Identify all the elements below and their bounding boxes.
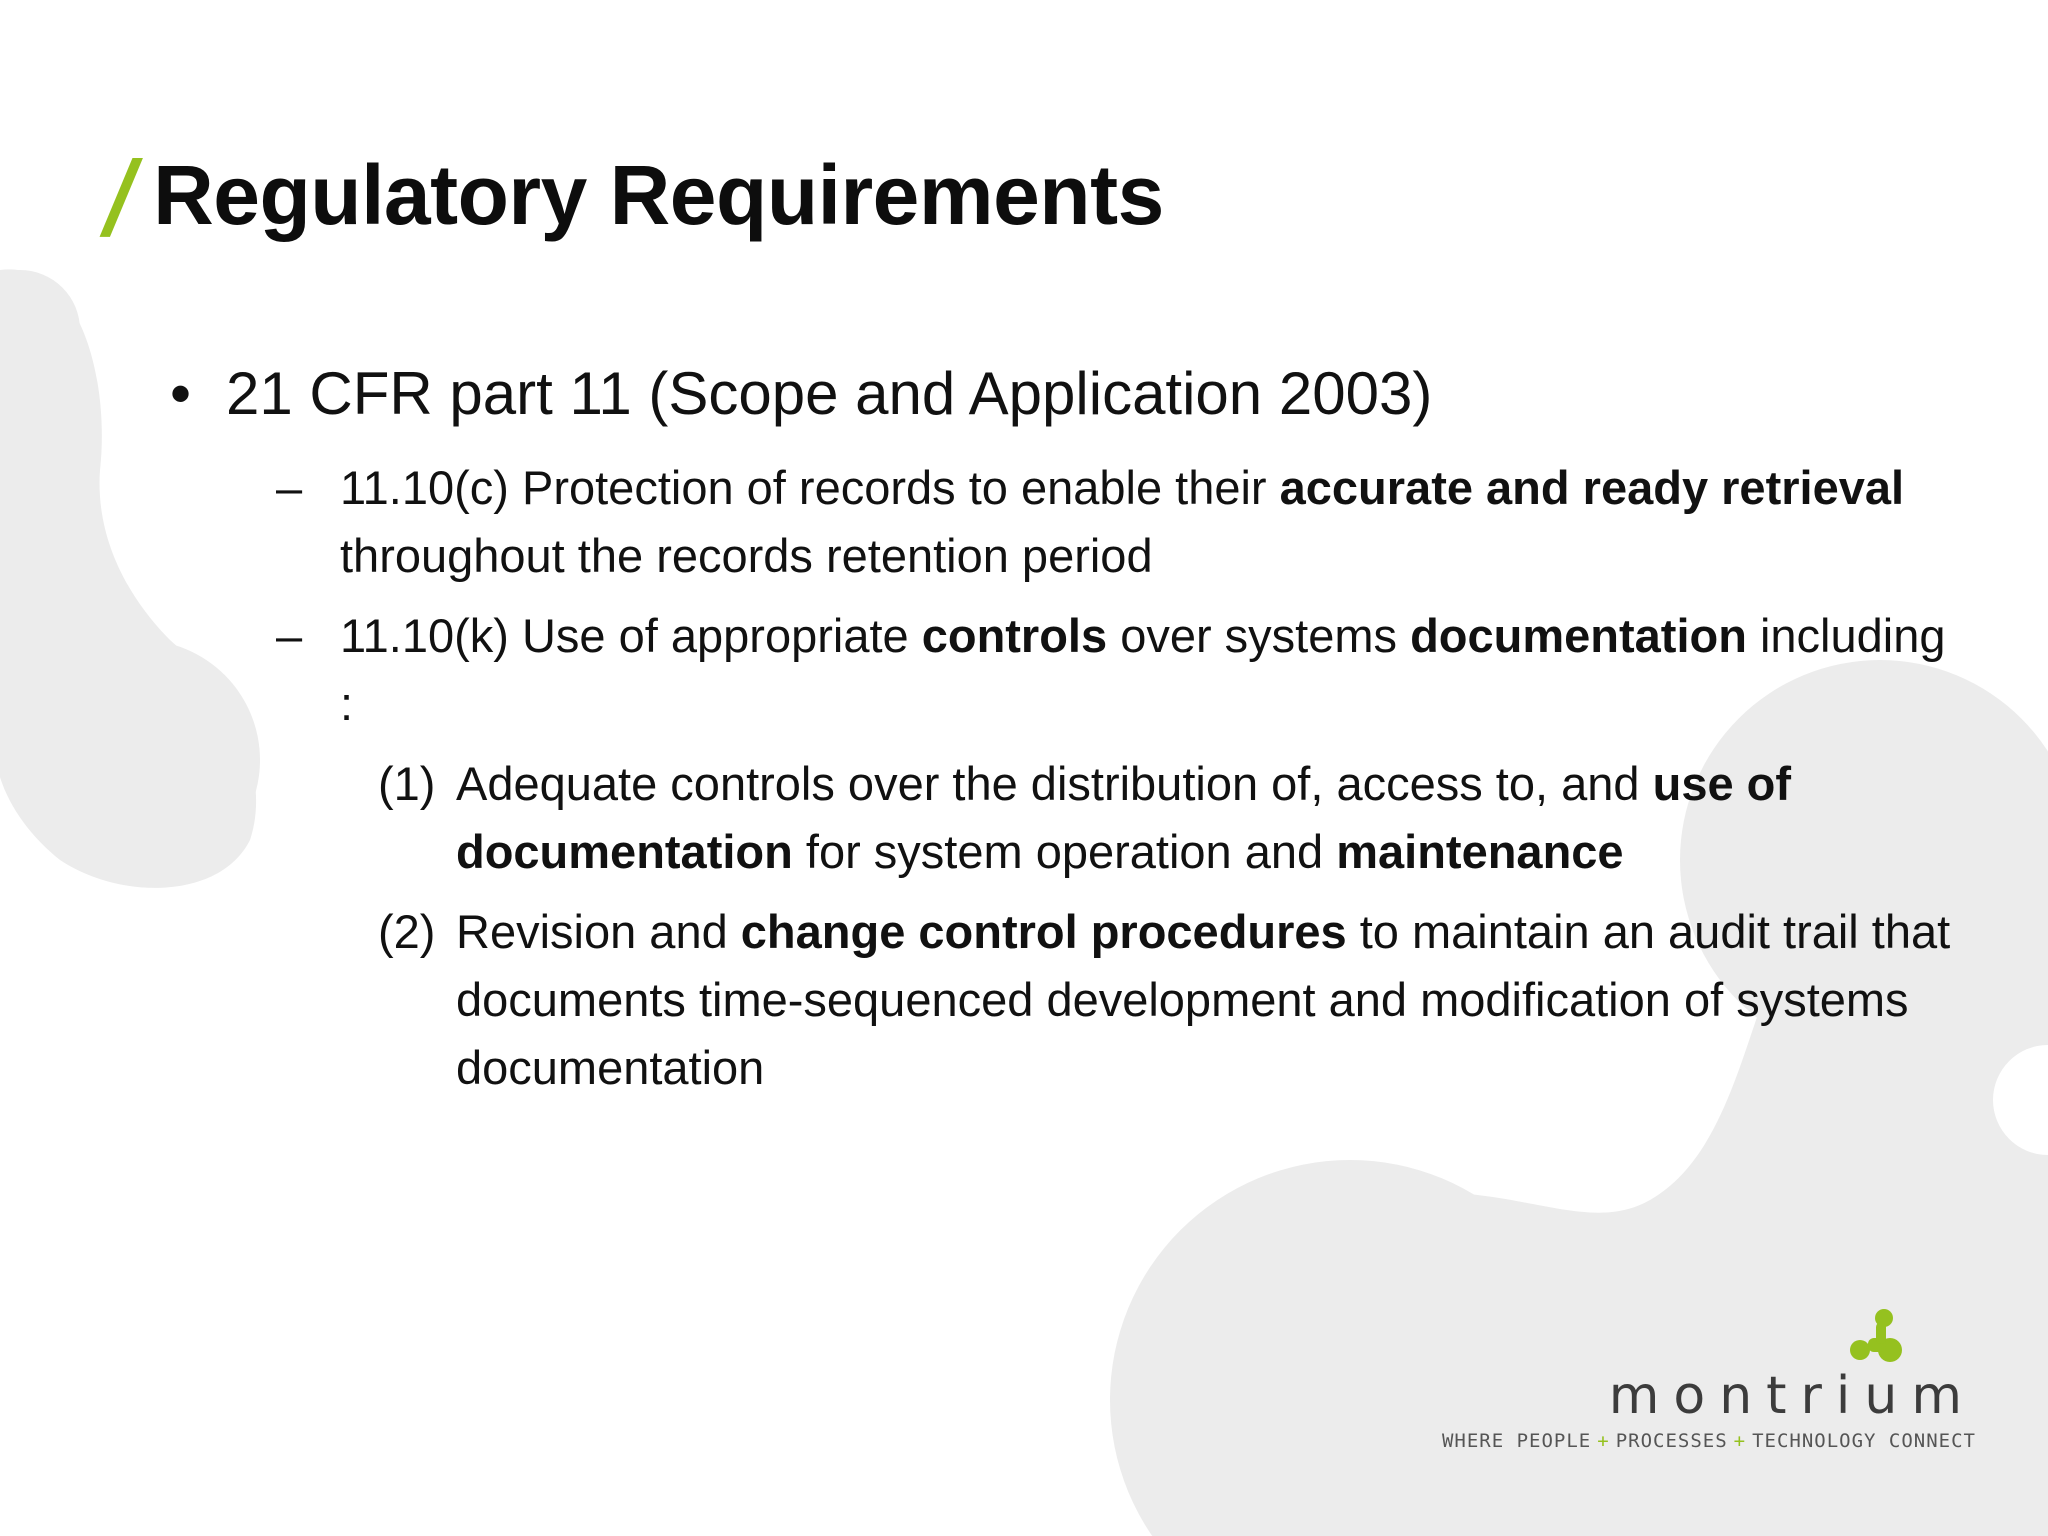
text-segment: including : bbox=[340, 609, 1946, 730]
sub-item-11-10-k bbox=[170, 602, 1960, 738]
bold-segment: use of documentation bbox=[456, 757, 1792, 878]
sub-item-11-10-c bbox=[170, 454, 1960, 590]
text-segment: to maintain an audit trail that documents time-sequenced development and modification of systems documentation bbox=[456, 905, 1951, 1094]
title-accent-slash: / bbox=[98, 139, 145, 251]
bold-segment: maintenance bbox=[1336, 825, 1624, 878]
montrium-logo bbox=[1376, 1306, 1976, 1466]
number-marker: (2) bbox=[378, 905, 436, 958]
text-segment: over systems bbox=[1107, 609, 1411, 662]
bold-segment: controls bbox=[921, 609, 1108, 662]
tagline-plus: + bbox=[1597, 1430, 1610, 1452]
tagline-part: TECHNOLOGY CONNECT bbox=[1752, 1430, 1976, 1452]
bold-segment: documentation bbox=[1410, 609, 1747, 662]
text-segment: Revision and bbox=[456, 905, 741, 958]
bullet-marker: • bbox=[170, 360, 192, 427]
bullet-item bbox=[170, 360, 1910, 428]
dash-marker: – bbox=[276, 609, 303, 662]
tagline-plus: + bbox=[1733, 1430, 1747, 1452]
bold-segment: change control procedures bbox=[740, 905, 1347, 958]
dash-marker: – bbox=[276, 461, 303, 514]
bold-segment: accurate and ready retrieval bbox=[1279, 461, 1905, 514]
bullet-text: 21 CFR part 11 (Scope and Application 2003) bbox=[226, 360, 1433, 427]
number-marker: (1) bbox=[378, 757, 436, 810]
logo-mark-icon bbox=[1846, 1306, 1906, 1366]
slide-title: Regulatory Requirements bbox=[153, 148, 1164, 242]
title-area bbox=[98, 139, 1164, 251]
numbered-item-2 bbox=[170, 898, 2048, 1102]
text-segment: 11.10(k) Use of appropriate bbox=[340, 609, 922, 662]
text-segment: for system operation and bbox=[792, 825, 1337, 878]
logo-wordmark: montrium bbox=[1608, 1366, 1976, 1426]
text-segment: Adequate controls over the distribution of, access to, and bbox=[456, 757, 1653, 810]
text-segment: throughout the records retention period bbox=[340, 529, 1153, 582]
slide-content bbox=[170, 360, 1951, 1114]
logo-tagline bbox=[1442, 1430, 1976, 1452]
text-segment: 11.10(c) Protection of records to enable their bbox=[340, 461, 1280, 514]
tagline-part: WHERE PEOPLE bbox=[1441, 1430, 1592, 1452]
numbered-item-1 bbox=[170, 750, 2048, 886]
tagline-part: PROCESSES bbox=[1615, 1430, 1728, 1452]
